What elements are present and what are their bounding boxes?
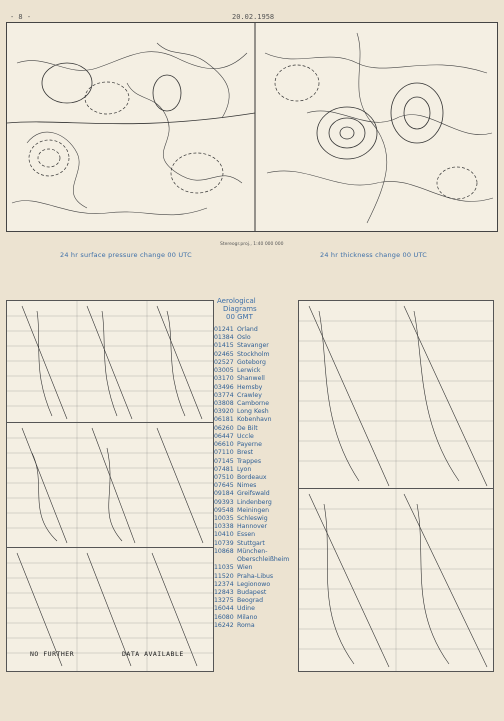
station-id: 06260 xyxy=(214,424,234,432)
station-name: Stuttgart xyxy=(237,539,265,547)
station-name: Payerne xyxy=(237,441,262,449)
station-name: Beograd xyxy=(237,597,264,605)
station-row xyxy=(214,556,296,564)
station-id: 03808 xyxy=(214,399,234,407)
station-id: 10035 xyxy=(214,515,234,523)
station-name: Essen xyxy=(237,531,256,539)
station-list xyxy=(214,297,296,630)
station-row xyxy=(214,581,296,589)
station-row xyxy=(214,507,296,515)
station-row xyxy=(214,375,296,383)
station-name: Brest xyxy=(237,449,254,457)
station-row xyxy=(214,433,296,441)
station-row xyxy=(214,326,296,334)
station-id: 16242 xyxy=(214,621,234,629)
station-row xyxy=(214,490,296,498)
station-name: Greifswald xyxy=(237,490,270,498)
station-name: Orland xyxy=(237,326,258,333)
station-name: Hemsby xyxy=(237,383,263,391)
station-row xyxy=(214,466,296,474)
aerological-diagram-1-drawing xyxy=(7,301,213,423)
station-name: Lyon xyxy=(237,465,252,473)
station-id: 01384 xyxy=(214,334,234,342)
station-id: 03920 xyxy=(214,408,234,416)
station-id: 13275 xyxy=(214,597,234,605)
station-id: 12843 xyxy=(214,589,234,596)
station-row xyxy=(214,351,296,359)
station-row xyxy=(214,334,296,342)
station-name: Nimes xyxy=(237,482,257,490)
station-row xyxy=(214,441,296,449)
station-list-subtitle: Diagrams xyxy=(223,305,257,313)
station-id: 09548 xyxy=(214,506,234,514)
station-name: Camborne xyxy=(237,399,270,407)
station-row xyxy=(214,499,296,507)
station-name: Bordeaux xyxy=(237,473,267,481)
station-row xyxy=(214,416,296,424)
station-id: 10739 xyxy=(214,539,234,547)
station-id: 12374 xyxy=(214,580,234,588)
station-id: 06610 xyxy=(214,441,234,449)
station-name: Crawley xyxy=(237,391,262,399)
station-id: 11035 xyxy=(214,564,234,572)
station-name: Budapest xyxy=(237,589,267,596)
station-id: 10338 xyxy=(214,523,234,531)
station-name: Lerwick xyxy=(237,367,261,375)
station-row xyxy=(214,589,296,597)
station-name: Goteborg xyxy=(237,358,266,366)
station-row xyxy=(214,515,296,523)
station-name: Wien xyxy=(237,564,253,572)
data-available-note: DATA AVAILABLE xyxy=(122,650,184,658)
station-row xyxy=(214,573,296,581)
no-further-note: NO FURTHER xyxy=(30,650,75,658)
aerological-diagram-panel-5 xyxy=(298,488,494,672)
station-row xyxy=(214,367,296,375)
station-row xyxy=(214,474,296,482)
station-id: 07510 xyxy=(214,473,234,481)
station-id: 01241 xyxy=(214,326,234,333)
station-id: 09184 xyxy=(214,490,234,498)
station-id: 03005 xyxy=(214,367,234,375)
aerological-diagram-2-drawing xyxy=(7,423,213,548)
station-name: Uccle xyxy=(237,432,254,440)
station-row xyxy=(214,531,296,539)
aerological-diagram-panel-2 xyxy=(6,422,214,549)
station-name: Stockholm xyxy=(237,350,270,358)
station-list-time: 00 GMT xyxy=(226,313,253,321)
station-row xyxy=(214,359,296,367)
weather-maps-drawing xyxy=(7,23,497,231)
station-id: 10868 xyxy=(214,547,234,555)
station-name: Oberschleißheim xyxy=(237,556,290,564)
station-id: 07481 xyxy=(214,465,234,473)
station-row xyxy=(214,342,296,350)
map-scale-note: Stereogr.proj., 1:40 000 000 xyxy=(220,242,284,247)
station-row xyxy=(214,548,296,556)
station-name: Milano xyxy=(237,613,258,621)
left-map-caption: 24 hr surface pressure change 00 UTC xyxy=(60,251,192,259)
page-date: 20.02.1958 xyxy=(232,13,275,21)
station-id: 09393 xyxy=(214,498,234,506)
station-name: Roma xyxy=(237,621,255,629)
station-name: Hannover xyxy=(237,523,268,531)
station-name: Legionowo xyxy=(237,580,271,588)
station-row xyxy=(214,482,296,490)
station-row xyxy=(214,614,296,622)
station-name: Kobenhavn xyxy=(237,416,272,424)
station-id: 03496 xyxy=(214,383,234,391)
station-name: Trappes xyxy=(237,457,262,465)
station-id: 06181 xyxy=(214,416,234,424)
station-row xyxy=(214,400,296,408)
station-id: 03774 xyxy=(214,391,234,399)
station-row xyxy=(214,384,296,392)
station-list-title: Aerological xyxy=(217,297,256,305)
station-name: München- xyxy=(237,547,268,555)
station-id: 03170 xyxy=(214,375,234,383)
station-name: Meiningen xyxy=(237,506,270,514)
station-name: Schleswig xyxy=(237,515,268,523)
station-name: Lindenberg xyxy=(237,498,272,506)
station-row xyxy=(214,564,296,572)
aerological-diagram-panel-1 xyxy=(6,300,214,424)
station-row xyxy=(214,523,296,531)
station-row xyxy=(214,540,296,548)
aerological-diagram-5-drawing xyxy=(299,489,493,671)
station-id: 11520 xyxy=(214,572,234,580)
station-id: 06447 xyxy=(214,432,234,440)
station-id: 02527 xyxy=(214,358,234,366)
station-id: 02465 xyxy=(214,350,234,358)
station-row xyxy=(214,605,296,613)
weather-maps-panel xyxy=(6,22,498,232)
right-map-caption: 24 hr thickness change 00 UTC xyxy=(320,251,427,259)
station-id: 01415 xyxy=(214,342,234,350)
station-name: Long Kesh xyxy=(237,408,269,416)
station-rows xyxy=(214,326,296,630)
aerological-diagram-4-drawing xyxy=(299,301,493,489)
station-name: Udine xyxy=(237,605,255,613)
station-row xyxy=(214,425,296,433)
station-row xyxy=(214,408,296,416)
page-number: - 8 - xyxy=(10,13,32,21)
aerological-diagram-panel-4 xyxy=(298,300,494,490)
station-name: Praha-Libus xyxy=(237,572,274,580)
station-row xyxy=(214,622,296,630)
station-name: Stavanger xyxy=(237,342,269,350)
station-name: Oslo xyxy=(237,334,251,342)
station-id: 07110 xyxy=(214,449,234,457)
station-id: 07645 xyxy=(214,482,234,490)
station-id: 07145 xyxy=(214,457,234,465)
station-id: 16080 xyxy=(214,613,234,621)
station-name: De Bilt xyxy=(237,424,258,432)
station-name: Shanwell xyxy=(237,375,265,383)
station-row xyxy=(214,449,296,457)
station-id: 16044 xyxy=(214,605,234,613)
station-row xyxy=(214,597,296,605)
station-row xyxy=(214,458,296,466)
station-row xyxy=(214,392,296,400)
station-id: 10410 xyxy=(214,531,234,539)
